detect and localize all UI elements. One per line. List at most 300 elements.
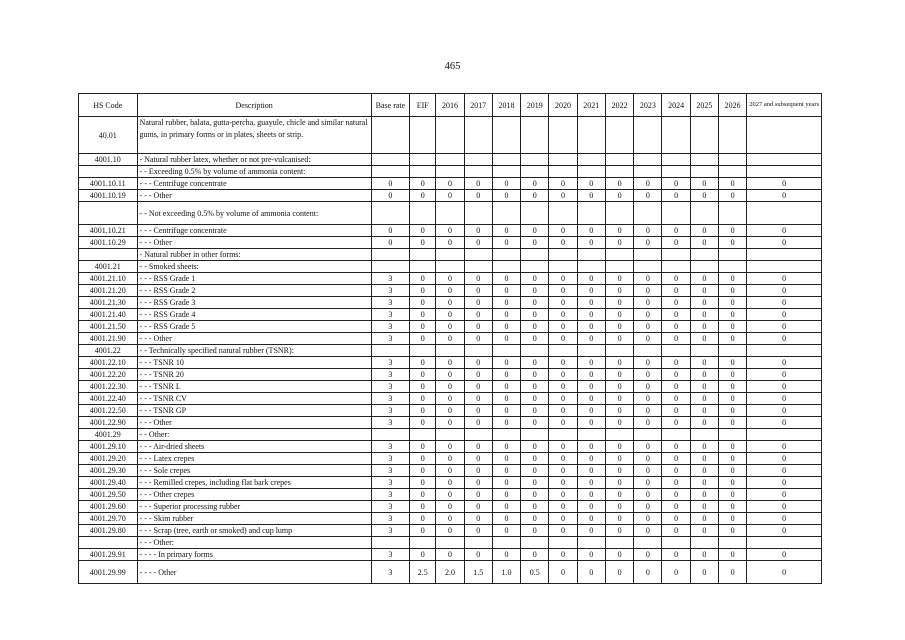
- rate-cell: 0: [690, 333, 718, 345]
- rate-cell: 0: [719, 225, 747, 237]
- rate-cell: [492, 537, 520, 549]
- rate-cell: [747, 202, 822, 225]
- rate-cell: [747, 166, 822, 178]
- rate-cell: [634, 117, 662, 154]
- rate-cell: [634, 429, 662, 441]
- rate-cell: 0: [719, 513, 747, 525]
- rate-cell: 0: [605, 417, 633, 429]
- rate-cell: 0: [464, 513, 492, 525]
- rate-cell: 0: [577, 333, 605, 345]
- rate-cell: [436, 154, 464, 166]
- rate-cell: [371, 166, 409, 178]
- hs-code-cell: 4001.21.50: [79, 321, 138, 333]
- rate-cell: 0: [492, 285, 520, 297]
- description-cell: - - - Superior processing rubber: [137, 501, 371, 513]
- rate-cell: 0: [690, 513, 718, 525]
- rate-cell: 0: [464, 441, 492, 453]
- rate-cell: [747, 117, 822, 154]
- rate-cell: [521, 166, 549, 178]
- rate-cell: [492, 429, 520, 441]
- rate-cell: [690, 249, 718, 261]
- rate-cell: 0: [719, 405, 747, 417]
- table-row: [79, 381, 822, 393]
- hs-code-cell: 4001.10.29: [79, 237, 138, 249]
- description-cell: - - Technically specified natural rubber (TSNR):: [137, 345, 371, 357]
- rate-cell: [605, 261, 633, 273]
- description-cell: - - Smoked sheets:: [137, 261, 371, 273]
- rate-cell: [464, 261, 492, 273]
- rate-cell: 0: [605, 549, 633, 561]
- rate-cell: 0: [634, 333, 662, 345]
- description-cell: - - - - Other: [137, 561, 371, 584]
- hs-code-cell: 4001.29.40: [79, 477, 138, 489]
- description-cell: - Natural rubber in other forms:: [137, 249, 371, 261]
- header-row: [79, 94, 822, 117]
- rate-cell: 0: [719, 285, 747, 297]
- rate-cell: 0: [662, 178, 690, 190]
- rate-cell: 0: [436, 309, 464, 321]
- rate-cell: 0: [634, 489, 662, 501]
- rate-cell: 0: [492, 525, 520, 537]
- column-header: 2018: [492, 94, 520, 117]
- rate-cell: 0: [464, 405, 492, 417]
- column-header: 2025: [690, 94, 718, 117]
- rate-cell: 0: [747, 285, 822, 297]
- rate-cell: 0: [605, 501, 633, 513]
- rate-cell: 0: [521, 525, 549, 537]
- rate-cell: [690, 261, 718, 273]
- rate-cell: 0: [577, 489, 605, 501]
- rate-cell: 0: [371, 178, 409, 190]
- rate-cell: 0: [577, 501, 605, 513]
- hs-code-cell: 4001.21.20: [79, 285, 138, 297]
- rate-cell: 0: [549, 453, 577, 465]
- rate-cell: 0: [605, 369, 633, 381]
- table-row: [79, 429, 822, 441]
- rate-cell: 0: [662, 477, 690, 489]
- description-cell: - - - Other: [137, 417, 371, 429]
- rate-cell: [577, 166, 605, 178]
- rate-cell: 0: [747, 178, 822, 190]
- rate-cell: 0: [410, 369, 436, 381]
- rate-cell: 0: [662, 453, 690, 465]
- rate-cell: [719, 117, 747, 154]
- rate-cell: 0: [549, 381, 577, 393]
- rate-cell: [634, 345, 662, 357]
- hs-code-cell: 4001.22.90: [79, 417, 138, 429]
- rate-cell: 0: [410, 190, 436, 202]
- rate-cell: 0: [605, 225, 633, 237]
- rate-cell: 3: [371, 549, 409, 561]
- rate-cell: [605, 166, 633, 178]
- rate-cell: 0: [690, 441, 718, 453]
- description-cell: - - - Air-dried sheets: [137, 441, 371, 453]
- rate-cell: [492, 154, 520, 166]
- rate-cell: 0: [634, 369, 662, 381]
- rate-cell: 0: [521, 477, 549, 489]
- rate-cell: 0: [549, 333, 577, 345]
- rate-cell: 0: [719, 561, 747, 584]
- rate-cell: 0: [521, 453, 549, 465]
- rate-cell: 0: [436, 321, 464, 333]
- rate-cell: 0: [436, 405, 464, 417]
- rate-cell: 0: [577, 441, 605, 453]
- rate-cell: 0: [577, 297, 605, 309]
- rate-cell: [747, 154, 822, 166]
- rate-cell: 0: [634, 321, 662, 333]
- rate-cell: 0: [464, 237, 492, 249]
- rate-cell: 0: [747, 549, 822, 561]
- rate-cell: 0: [410, 273, 436, 285]
- rate-cell: [662, 166, 690, 178]
- rate-cell: 0: [521, 513, 549, 525]
- rate-cell: 0: [521, 321, 549, 333]
- rate-cell: 0: [605, 393, 633, 405]
- rate-cell: 0: [410, 381, 436, 393]
- rate-cell: 0: [747, 393, 822, 405]
- rate-cell: 0: [662, 309, 690, 321]
- rate-cell: [549, 154, 577, 166]
- rate-cell: 0: [577, 549, 605, 561]
- rate-cell: 0: [410, 489, 436, 501]
- description-cell: - - - Scrap (tree, earth or smoked) and cup lump: [137, 525, 371, 537]
- rate-cell: 0: [410, 393, 436, 405]
- rate-cell: 0: [410, 453, 436, 465]
- rate-cell: 0: [521, 369, 549, 381]
- hs-code-cell: 4001.29.70: [79, 513, 138, 525]
- rate-cell: 0: [436, 441, 464, 453]
- rate-cell: [521, 429, 549, 441]
- rate-cell: [549, 537, 577, 549]
- rate-cell: 0: [747, 190, 822, 202]
- description-cell: - - - Latex crepes: [137, 453, 371, 465]
- rate-cell: [690, 202, 718, 225]
- rate-cell: 0: [662, 369, 690, 381]
- rate-cell: 0: [492, 297, 520, 309]
- rate-cell: 3: [371, 405, 409, 417]
- rate-cell: 0: [521, 417, 549, 429]
- rate-cell: 0: [690, 190, 718, 202]
- rate-cell: 0: [662, 273, 690, 285]
- rate-cell: 0: [577, 525, 605, 537]
- rate-cell: 0: [634, 381, 662, 393]
- rate-cell: 0: [634, 453, 662, 465]
- table-row: [79, 202, 822, 225]
- rate-cell: 0: [410, 405, 436, 417]
- hs-code-cell: 4001.29.50: [79, 489, 138, 501]
- rate-cell: 0: [605, 381, 633, 393]
- rate-cell: 0: [719, 477, 747, 489]
- rate-cell: [436, 202, 464, 225]
- rate-cell: [410, 537, 436, 549]
- rate-cell: 0: [747, 561, 822, 584]
- rate-cell: [492, 249, 520, 261]
- rate-cell: [662, 345, 690, 357]
- table-row: [79, 285, 822, 297]
- rate-cell: 3: [371, 477, 409, 489]
- rate-cell: [577, 261, 605, 273]
- rate-cell: 0: [719, 357, 747, 369]
- rate-cell: 0: [521, 297, 549, 309]
- rate-cell: 0: [577, 405, 605, 417]
- rate-cell: 0: [521, 501, 549, 513]
- hs-code-cell: 4001.10.11: [79, 178, 138, 190]
- rate-cell: 0: [464, 297, 492, 309]
- rate-cell: 3: [371, 561, 409, 584]
- rate-cell: 0: [521, 225, 549, 237]
- rate-cell: 0: [549, 513, 577, 525]
- rate-cell: 0: [521, 441, 549, 453]
- rate-cell: [549, 166, 577, 178]
- rate-cell: 0: [634, 477, 662, 489]
- rate-cell: 0: [690, 405, 718, 417]
- rate-cell: 0: [690, 309, 718, 321]
- table-row: [79, 273, 822, 285]
- description-cell: - - - Remilled crepes, including flat bark crepes: [137, 477, 371, 489]
- rate-cell: 0: [436, 178, 464, 190]
- rate-cell: 0: [747, 417, 822, 429]
- rate-cell: 0: [410, 525, 436, 537]
- rate-cell: 0: [549, 489, 577, 501]
- description-cell: - - Other:: [137, 429, 371, 441]
- rate-cell: [719, 537, 747, 549]
- hs-code-cell: [79, 202, 138, 225]
- rate-cell: 0: [577, 273, 605, 285]
- description-cell: - - - TSNR 10: [137, 357, 371, 369]
- rate-cell: 0: [747, 513, 822, 525]
- rate-cell: 0: [492, 393, 520, 405]
- rate-cell: 0: [549, 190, 577, 202]
- rate-cell: [719, 166, 747, 178]
- rate-cell: 0: [719, 417, 747, 429]
- table-row: [79, 297, 822, 309]
- rate-cell: 0: [662, 441, 690, 453]
- rate-cell: 0: [662, 549, 690, 561]
- rate-cell: 0: [719, 333, 747, 345]
- rate-cell: 0: [690, 237, 718, 249]
- description-cell: - - - Other crepes: [137, 489, 371, 501]
- rate-cell: 0: [436, 369, 464, 381]
- rate-cell: 0: [719, 190, 747, 202]
- rate-cell: 0: [577, 178, 605, 190]
- rate-cell: [662, 261, 690, 273]
- rate-cell: 0: [410, 333, 436, 345]
- hs-code-cell: 4001.29.60: [79, 501, 138, 513]
- rate-cell: 0: [436, 393, 464, 405]
- rate-cell: [410, 154, 436, 166]
- rate-cell: 0: [662, 489, 690, 501]
- rate-cell: 0: [436, 477, 464, 489]
- rate-cell: [690, 345, 718, 357]
- rate-cell: [690, 117, 718, 154]
- rate-cell: [464, 345, 492, 357]
- rate-cell: 0: [436, 237, 464, 249]
- rate-cell: 0: [371, 190, 409, 202]
- hs-code-cell: [79, 166, 138, 178]
- rate-cell: 0: [747, 453, 822, 465]
- rate-cell: 0: [634, 237, 662, 249]
- rate-cell: 0: [464, 333, 492, 345]
- hs-code-cell: 4001.22.10: [79, 357, 138, 369]
- rate-cell: 0: [549, 357, 577, 369]
- rate-cell: 0: [747, 273, 822, 285]
- rate-cell: 0: [690, 501, 718, 513]
- rate-cell: 3: [371, 441, 409, 453]
- description-cell: - - - - In primary forms: [137, 549, 371, 561]
- hs-code-cell: 4001.29.99: [79, 561, 138, 584]
- rate-cell: 0: [662, 285, 690, 297]
- rate-cell: 0: [605, 465, 633, 477]
- rate-cell: 3: [371, 285, 409, 297]
- rate-cell: 0: [605, 237, 633, 249]
- rate-cell: 0: [662, 333, 690, 345]
- rate-cell: 0: [549, 441, 577, 453]
- description-cell: - - - Other: [137, 237, 371, 249]
- rate-cell: 0: [605, 273, 633, 285]
- rate-cell: 0: [521, 309, 549, 321]
- rate-cell: 3: [371, 297, 409, 309]
- rate-cell: 0: [549, 465, 577, 477]
- rate-cell: 0: [436, 273, 464, 285]
- rate-cell: 1.5: [464, 561, 492, 584]
- rate-cell: 0: [719, 441, 747, 453]
- rate-cell: 0: [690, 525, 718, 537]
- rate-cell: 0: [436, 297, 464, 309]
- rate-cell: 0: [662, 381, 690, 393]
- rate-cell: 0: [719, 501, 747, 513]
- rate-cell: 0: [436, 489, 464, 501]
- rate-cell: 0: [492, 357, 520, 369]
- rate-cell: 0: [634, 525, 662, 537]
- rate-cell: 0: [605, 321, 633, 333]
- rate-cell: [521, 261, 549, 273]
- rate-cell: 0: [747, 357, 822, 369]
- table-row: [79, 321, 822, 333]
- rate-cell: [605, 154, 633, 166]
- rate-cell: 0: [690, 297, 718, 309]
- rate-cell: 0: [521, 333, 549, 345]
- description-cell: - - - TSNR CV: [137, 393, 371, 405]
- rate-cell: 0: [605, 357, 633, 369]
- rate-cell: 0: [464, 285, 492, 297]
- hs-code-cell: 4001.29.30: [79, 465, 138, 477]
- description-cell: - - - TSNR 20: [137, 369, 371, 381]
- rate-cell: 0: [549, 309, 577, 321]
- rate-cell: 0: [410, 417, 436, 429]
- rate-cell: [492, 166, 520, 178]
- rate-cell: 0: [492, 309, 520, 321]
- rate-cell: 0: [662, 405, 690, 417]
- rate-cell: [521, 202, 549, 225]
- rate-cell: 0: [747, 441, 822, 453]
- rate-cell: 0: [410, 501, 436, 513]
- rate-cell: 0: [747, 225, 822, 237]
- rate-cell: 3: [371, 525, 409, 537]
- column-header: 2022: [605, 94, 633, 117]
- rate-cell: 2.5: [410, 561, 436, 584]
- rate-cell: 0: [690, 549, 718, 561]
- rate-cell: [747, 249, 822, 261]
- rate-cell: 0: [464, 501, 492, 513]
- rate-cell: 0: [719, 237, 747, 249]
- rate-cell: 0: [577, 393, 605, 405]
- rate-cell: [634, 261, 662, 273]
- description-cell: - - Not exceeding 0.5% by volume of ammonia content:: [137, 202, 371, 225]
- rate-cell: 0: [577, 477, 605, 489]
- rate-cell: 3: [371, 417, 409, 429]
- rate-cell: [577, 429, 605, 441]
- rate-cell: [464, 429, 492, 441]
- rate-cell: 0: [605, 477, 633, 489]
- table-row: [79, 477, 822, 489]
- rate-cell: 3: [371, 273, 409, 285]
- table-row: [79, 405, 822, 417]
- rate-cell: 2.0: [436, 561, 464, 584]
- rate-cell: 0: [549, 417, 577, 429]
- rate-cell: [747, 537, 822, 549]
- rate-cell: 0: [662, 237, 690, 249]
- rate-cell: 0: [747, 525, 822, 537]
- rate-cell: [436, 117, 464, 154]
- rate-cell: 0: [464, 369, 492, 381]
- rate-cell: [371, 117, 409, 154]
- rate-cell: 0: [492, 513, 520, 525]
- rate-cell: 0: [747, 405, 822, 417]
- rate-cell: 0: [549, 297, 577, 309]
- rate-cell: 0: [719, 381, 747, 393]
- rate-cell: 0: [436, 333, 464, 345]
- rate-cell: 0: [521, 285, 549, 297]
- rate-cell: 0: [492, 369, 520, 381]
- rate-cell: [605, 345, 633, 357]
- rate-cell: [719, 154, 747, 166]
- rate-cell: [464, 166, 492, 178]
- table-row: [79, 537, 822, 549]
- column-header: 2017: [464, 94, 492, 117]
- rate-cell: [662, 429, 690, 441]
- rate-cell: 0: [634, 561, 662, 584]
- rate-cell: [719, 261, 747, 273]
- rate-cell: 0: [492, 441, 520, 453]
- rate-cell: 0: [605, 405, 633, 417]
- rate-cell: [410, 429, 436, 441]
- rate-cell: [492, 261, 520, 273]
- rate-cell: 0: [719, 369, 747, 381]
- rate-cell: 0: [747, 321, 822, 333]
- column-header: 2020: [549, 94, 577, 117]
- rate-cell: 0: [690, 453, 718, 465]
- rate-cell: [605, 249, 633, 261]
- rate-cell: [436, 249, 464, 261]
- rate-cell: [634, 249, 662, 261]
- rate-cell: 0: [436, 513, 464, 525]
- rate-cell: 0: [549, 273, 577, 285]
- rate-cell: 0: [464, 393, 492, 405]
- rate-cell: [549, 202, 577, 225]
- rate-cell: [492, 117, 520, 154]
- table-row: [79, 525, 822, 537]
- rate-cell: 0: [549, 477, 577, 489]
- rate-cell: 0: [719, 273, 747, 285]
- column-header: 2021: [577, 94, 605, 117]
- rate-cell: [521, 345, 549, 357]
- rate-cell: [410, 261, 436, 273]
- rate-cell: 0: [662, 297, 690, 309]
- rate-cell: 0: [577, 381, 605, 393]
- rate-cell: [521, 249, 549, 261]
- rate-cell: 0: [521, 178, 549, 190]
- rate-cell: 0: [662, 393, 690, 405]
